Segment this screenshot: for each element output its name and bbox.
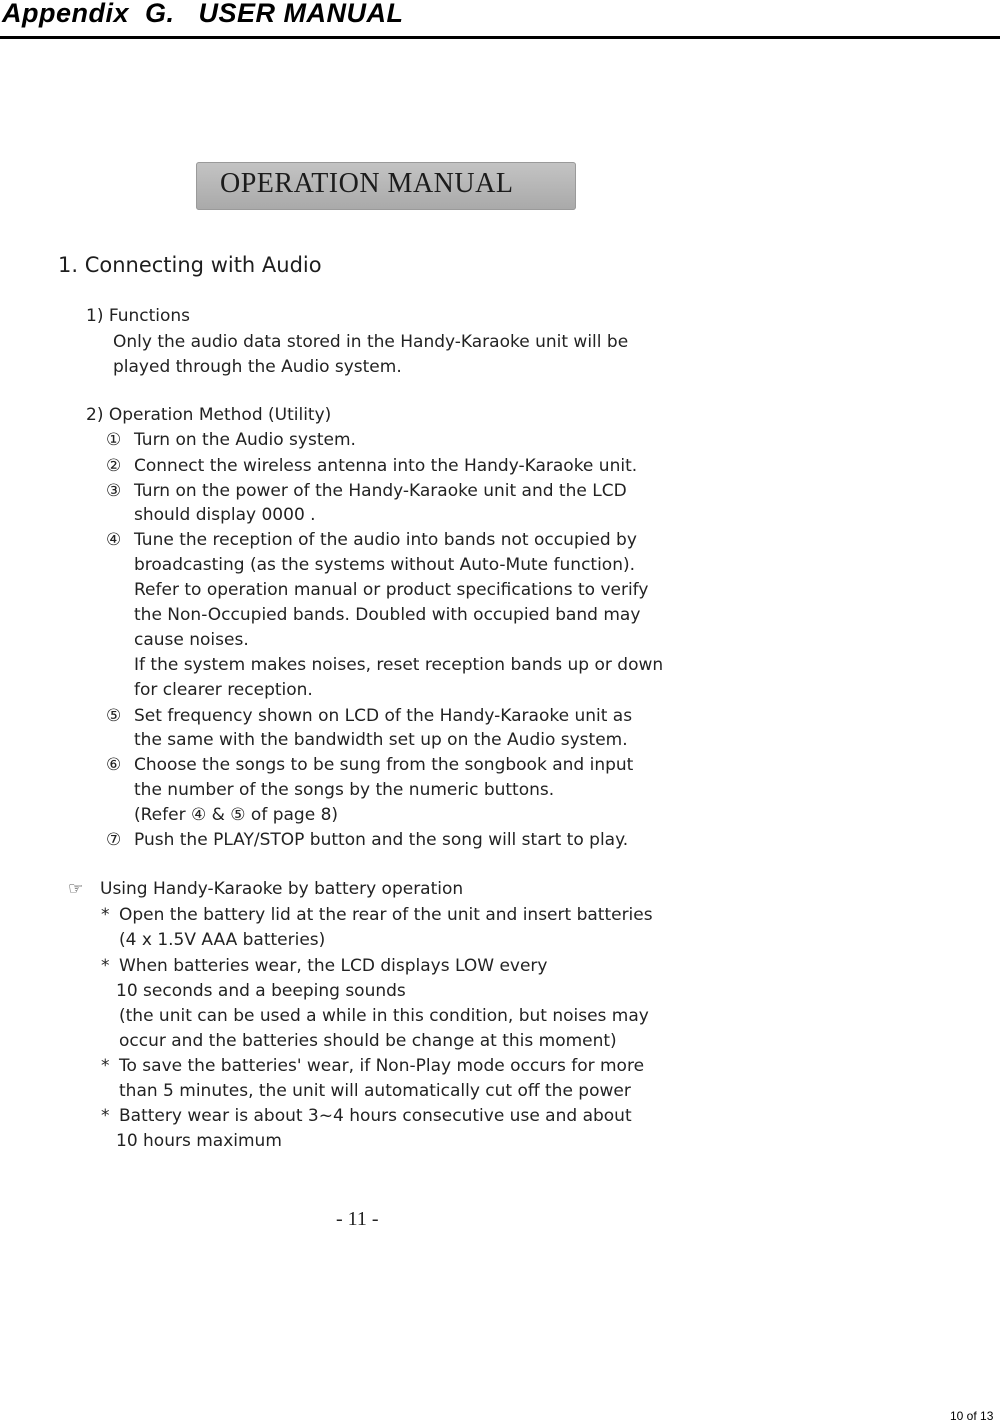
step-marker: ⑤ — [106, 706, 122, 726]
bullet-line: 10 hours maximum — [116, 1131, 282, 1151]
bullet-line: When batteries wear, the LCD displays LOW every — [119, 956, 548, 976]
step-line: the number of the songs by the numeric buttons. — [134, 780, 555, 800]
step-line: Connect the wireless antenna into the Handy-Karaoke unit. — [134, 456, 638, 476]
operation-manual-banner — [196, 162, 576, 210]
step-line: (Refer ④ & ⑤ of page 8) — [134, 805, 339, 825]
bullet-marker: * — [101, 905, 110, 925]
step-line: broadcasting (as the systems without Auto-Mute function). — [134, 555, 636, 575]
step-line: should display 0000 . — [134, 505, 316, 525]
bullet-line: occur and the batteries should be change at this moment) — [119, 1031, 617, 1051]
step-marker: ④ — [106, 530, 122, 550]
bullet-line: To save the batteries' wear, if Non-Play mode occurs for more — [119, 1056, 645, 1076]
scanned-page-number: - 11 - — [336, 1208, 379, 1230]
step-line: the same with the bandwidth set up on the Audio system. — [134, 730, 628, 750]
step-line: Set frequency shown on LCD of the Handy-Karaoke unit as — [134, 706, 633, 726]
bullet-line: than 5 minutes, the unit will automatically cut off the power — [119, 1081, 631, 1101]
bullet-line: (the unit can be used a while in this condition, but noises may — [119, 1006, 649, 1026]
step-line: cause noises. — [134, 630, 249, 650]
bullet-marker: * — [101, 1056, 110, 1076]
functions-line: Only the audio data stored in the Handy-Karaoke unit will be — [113, 332, 629, 352]
step-marker: ② — [106, 456, 122, 476]
operation-heading: 2) Operation Method (Utility) — [86, 405, 332, 425]
step-line: Turn on the power of the Handy-Karaoke unit and the LCD — [134, 481, 627, 501]
step-line: Turn on the Audio system. — [134, 430, 356, 450]
bullet-marker: * — [101, 1106, 110, 1126]
step-marker: ⑥ — [106, 755, 122, 775]
step-marker: ③ — [106, 481, 122, 501]
bullet-line: (4 x 1.5V AAA batteries) — [119, 930, 326, 950]
step-line: Refer to operation manual or product specifications to verify — [134, 580, 649, 600]
step-marker: ⑦ — [106, 830, 122, 850]
section-title: 1. Connecting with Audio — [58, 253, 322, 277]
bullet-line: 10 seconds and a beeping sounds — [116, 981, 406, 1001]
pointing-hand-icon: ☞ — [68, 879, 84, 899]
functions-line: played through the Audio system. — [113, 357, 402, 377]
step-line: Tune the reception of the audio into bands not occupied by — [134, 530, 637, 550]
step-line: the Non-Occupied bands. Doubled with occupied band may — [134, 605, 641, 625]
functions-heading: 1) Functions — [86, 306, 191, 326]
bullet-line: Battery wear is about 3~4 hours consecutive use and about — [119, 1106, 632, 1126]
appendix-title: Appendix G. USER MANUAL — [2, 0, 404, 28]
step-line: If the system makes noises, reset reception bands up or down — [134, 655, 664, 675]
battery-heading: Using Handy-Karaoke by battery operation — [100, 879, 464, 899]
bullet-line: Open the battery lid at the rear of the unit and insert batteries — [119, 905, 653, 925]
banner-title: OPERATION MANUAL — [220, 168, 514, 199]
bullet-marker: * — [101, 956, 110, 976]
page-counter: 10 of 13 — [950, 1409, 994, 1423]
step-marker: ① — [106, 430, 122, 450]
step-line: Push the PLAY/STOP button and the song will start to play. — [134, 830, 629, 850]
step-line: Choose the songs to be sung from the songbook and input — [134, 755, 634, 775]
step-line: for clearer reception. — [134, 680, 313, 700]
